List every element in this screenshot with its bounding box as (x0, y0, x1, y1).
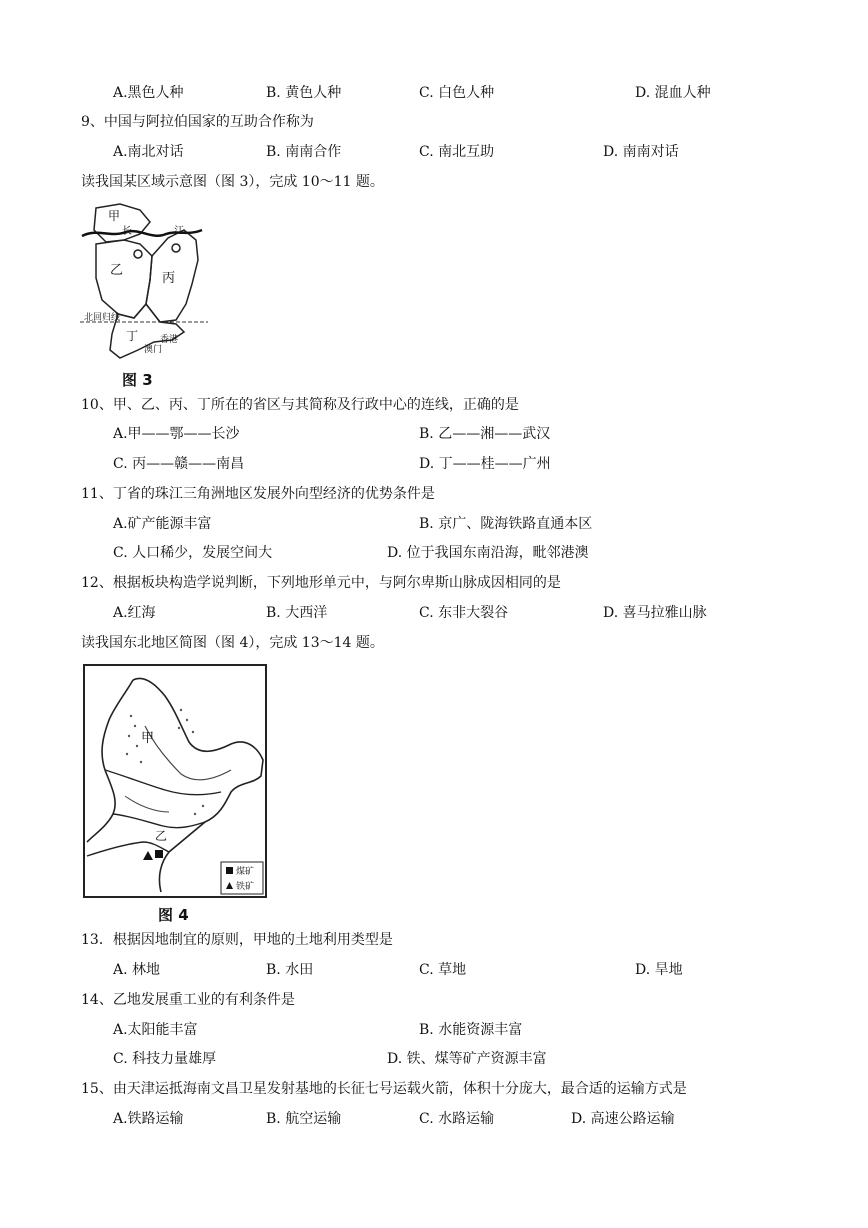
q11-option-c: C. 人口稀少，发展空间大 (113, 545, 273, 561)
q9-stem: 9、中国与阿拉伯国家的互助合作称为 (81, 114, 314, 130)
q9-option-c: C. 南北互助 (419, 144, 495, 160)
q12-stem: 12、根据板块构造学说判断，下列地形单元中，与阿尔卑斯山脉成因相同的是 (81, 575, 561, 591)
q11-option-d: D. 位于我国东南沿海，毗邻港澳 (387, 545, 589, 561)
q14-option-d: D. 铁、煤等矿产资源丰富 (387, 1051, 547, 1067)
figure-3 (80, 200, 210, 365)
figure-4 (83, 664, 267, 898)
q9-option-d: D. 南南对话 (603, 144, 679, 160)
q10-option-d: D. 丁——桂——广州 (419, 456, 551, 472)
q12-option-b: B. 大西洋 (266, 605, 328, 621)
fig3-label-yi: 乙 (110, 263, 124, 278)
q14-option-b: B. 水能资源丰富 (419, 1022, 523, 1038)
q10-option-c: C. 丙——赣——南昌 (113, 456, 245, 472)
q11-stem: 11、丁省的珠江三角洲地区发展外向型经济的优势条件是 (81, 486, 435, 502)
q9-option-b: B. 南南合作 (266, 144, 342, 160)
fig4-label-yi: 乙 (155, 829, 168, 843)
fig4-legend-coal: 煤矿 (236, 867, 255, 877)
q8-option-a: A.黑色人种 (113, 85, 184, 101)
q13-option-c: C. 草地 (419, 962, 467, 978)
q10-stem: 10、甲、乙、丙、丁所在的省区与其简称及行政中心的连线，正确的是 (81, 397, 519, 413)
q13-stem: 13．根据因地制宜的原则，甲地的土地利用类型是 (81, 932, 393, 948)
q15-option-d: D. 高速公路运输 (571, 1111, 675, 1127)
figure-3-caption: 图 3 (122, 371, 153, 389)
fig3-label-ding: 丁 (126, 329, 139, 343)
fig3-label-macau: 澳门 (144, 345, 163, 355)
q11-option-a: A.矿产能源丰富 (113, 516, 212, 532)
q8-option-b: B. 黄色人种 (266, 85, 342, 101)
q13-option-a: A. 林地 (113, 962, 161, 978)
q13-option-b: B. 水田 (266, 962, 314, 978)
fig4-label-jia: 甲 (141, 731, 155, 746)
fig3-label-chang: 长 (122, 226, 132, 237)
q14-option-c: C. 科技力量雄厚 (113, 1051, 217, 1067)
q13-option-d: D. 旱地 (635, 962, 683, 978)
fig3-label-hongkong: 香港 (160, 335, 179, 345)
q11-option-b: B. 京广、陇海铁路直通本区 (419, 516, 593, 532)
fig3-label-jia: 甲 (108, 209, 121, 223)
q8-option-c: C. 白色人种 (419, 85, 495, 101)
figure-4-caption: 图 4 (158, 906, 189, 924)
fig4-legend-iron: 铁矿 (236, 882, 255, 892)
q9-option-a: A.南北对话 (113, 144, 184, 160)
q10-option-a: A.甲——鄂——长沙 (113, 426, 240, 442)
q10-option-b: B. 乙——湘——武汉 (419, 426, 551, 442)
q12-option-a: A.红海 (113, 605, 156, 621)
fig3-label-jiang: 江 (174, 226, 184, 237)
q12-option-c: C. 东非大裂谷 (419, 605, 509, 621)
q14-option-a: A.太阳能丰富 (113, 1022, 198, 1038)
q15-option-c: C. 水路运输 (419, 1111, 495, 1127)
fig3-label-bing: 丙 (162, 271, 176, 286)
q15-option-a: A.铁路运输 (113, 1111, 184, 1127)
figure-3-map (80, 200, 210, 365)
q15-stem: 15、由天津运抵海南文昌卫星发射基地的长征七号运载火箭，体积十分庞大，最合适的运输方式是 (81, 1081, 687, 1097)
fig3-label-tropic: 北回归线 (84, 313, 121, 323)
q8-option-d: D. 混血人种 (635, 85, 711, 101)
q14-stem: 14、乙地发展重工业的有利条件是 (81, 992, 295, 1008)
q15-option-b: B. 航空运输 (266, 1111, 342, 1127)
intro-13-14: 读我国东北地区简图（图 4），完成 13～14 题。 (81, 635, 384, 651)
intro-10-11: 读我国某区域示意图（图 3），完成 10～11 题。 (81, 174, 384, 190)
figure-4-map (85, 666, 265, 896)
q12-option-d: D. 喜马拉雅山脉 (603, 605, 707, 621)
